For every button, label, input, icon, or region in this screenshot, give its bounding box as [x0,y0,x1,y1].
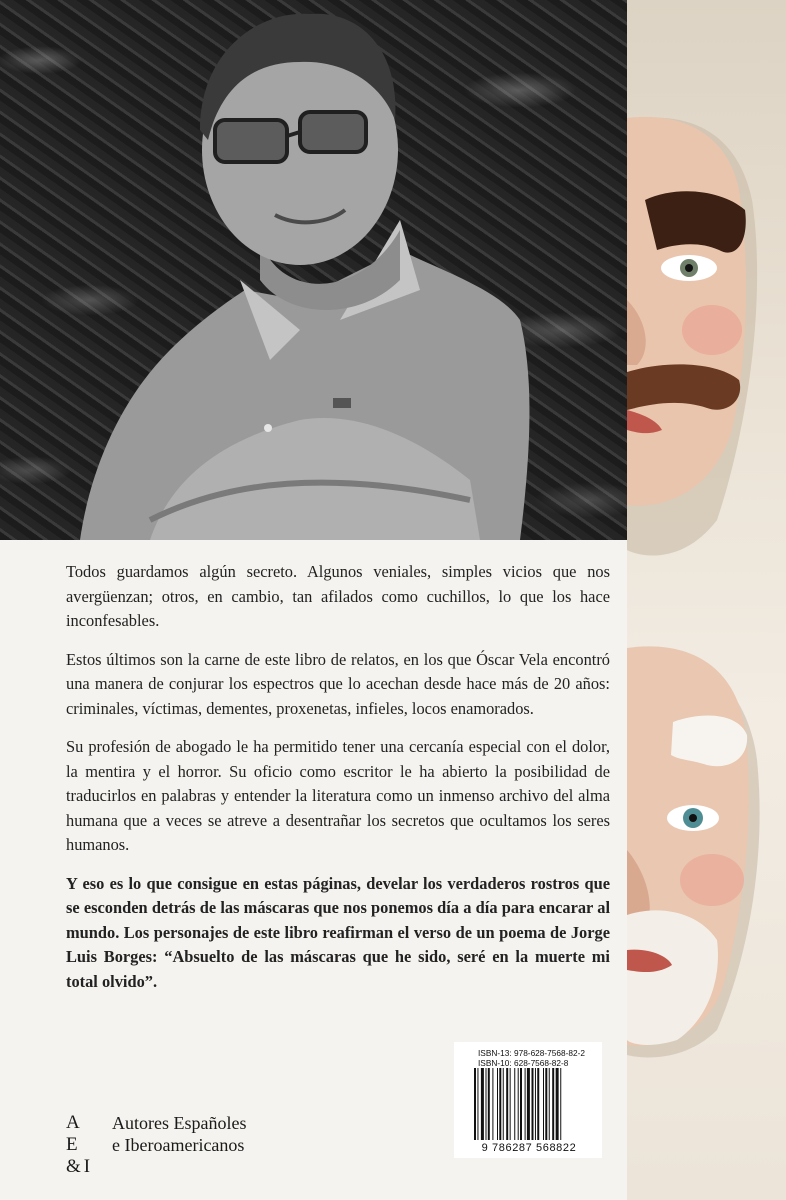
barcode-bar [556,1068,559,1140]
barcode-bar [545,1068,547,1140]
isbn-13: ISBN-13: 978-628-7568-82-2 [478,1048,586,1058]
barcode-bar [525,1068,526,1140]
barcode-bar [535,1068,536,1140]
barcode-bar [492,1068,493,1140]
publisher-name-line-2: e Iberoamericanos [112,1135,245,1155]
publisher-name [112,1112,246,1156]
masks-image [627,0,786,1200]
publisher-monogram [66,1112,100,1178]
blurb-paragraph-2: Estos últimos son la carne de este libro de relatos, en los que Óscar Vela encontró una manera de conjurar los espectros que lo acechan desde hace más de 20 años: criminales, víctimas, dementes, proxenetas, infieles, locos enamorados. [66,649,610,718]
barcode-bar [560,1068,561,1140]
blurb-paragraph-1: Todos guardamos algún secreto. Algunos veniales, simples vicios que nos avergüenzan; otros, en cambio, tan afilados como cuchillos, lo que los hace inconfesables. [66,562,610,630]
barcode-bar [488,1068,490,1140]
barcode-bar [543,1068,544,1140]
blurb-paragraph-3: Su profesión de abogado le ha permitido tener una cercanía especial con el dolor, la mentira y el horror. Su oficio como escritor le ha abierto la posibilidad de traducirlos en palabras y entender la literatura como un inmenso archivo del alma humana que a veces se atreve a desentrañar los secretos que ocultamos los seres humanos. [66,737,610,854]
author-photo [0,0,627,540]
barcode-number: 9 786287 568822 [481,1142,577,1154]
barcode-bar [532,1068,534,1140]
barcode-bar [510,1068,511,1140]
barcode-bar [474,1068,476,1140]
monogram-line-2: &I [66,1156,94,1177]
barcode-bar [499,1068,501,1140]
barcode-bar [477,1068,478,1140]
barcode-bar [514,1068,515,1140]
barcode-bar [503,1068,504,1140]
barcode-bar [549,1068,550,1140]
barcode-bar [537,1068,539,1140]
barcode-bar [506,1068,508,1140]
barcode-bars [474,1068,584,1140]
barcode-bar [497,1068,498,1140]
isbn-10: ISBN-10: 628-7568-82-8 [478,1058,569,1068]
barcode-bar [527,1068,530,1140]
monogram-line-1: A E [66,1112,82,1155]
publisher-name-line-1: Autores Españoles [112,1113,247,1133]
barcode-bar [520,1068,522,1140]
barcode-bar [486,1068,487,1140]
publisher-logo [66,1112,246,1178]
back-cover-blurb [66,560,610,1008]
barcode-bar [552,1068,554,1140]
isbn-barcode [454,1042,602,1158]
barcode-bar [518,1068,519,1140]
barcode-bar [481,1068,484,1140]
blurb-paragraph-4: Y eso es lo que consigue en estas páginas, develar los verdaderos rostros que se esconden detrás de las máscaras que nos ponemos día a día para encarar al mundo. Los personajes de este libro reafirman el verso de un poema de Jorge Luis Borges: “Absuelto de las máscaras que he sido, seré en la muerte mi total olvido”. [66,873,610,991]
